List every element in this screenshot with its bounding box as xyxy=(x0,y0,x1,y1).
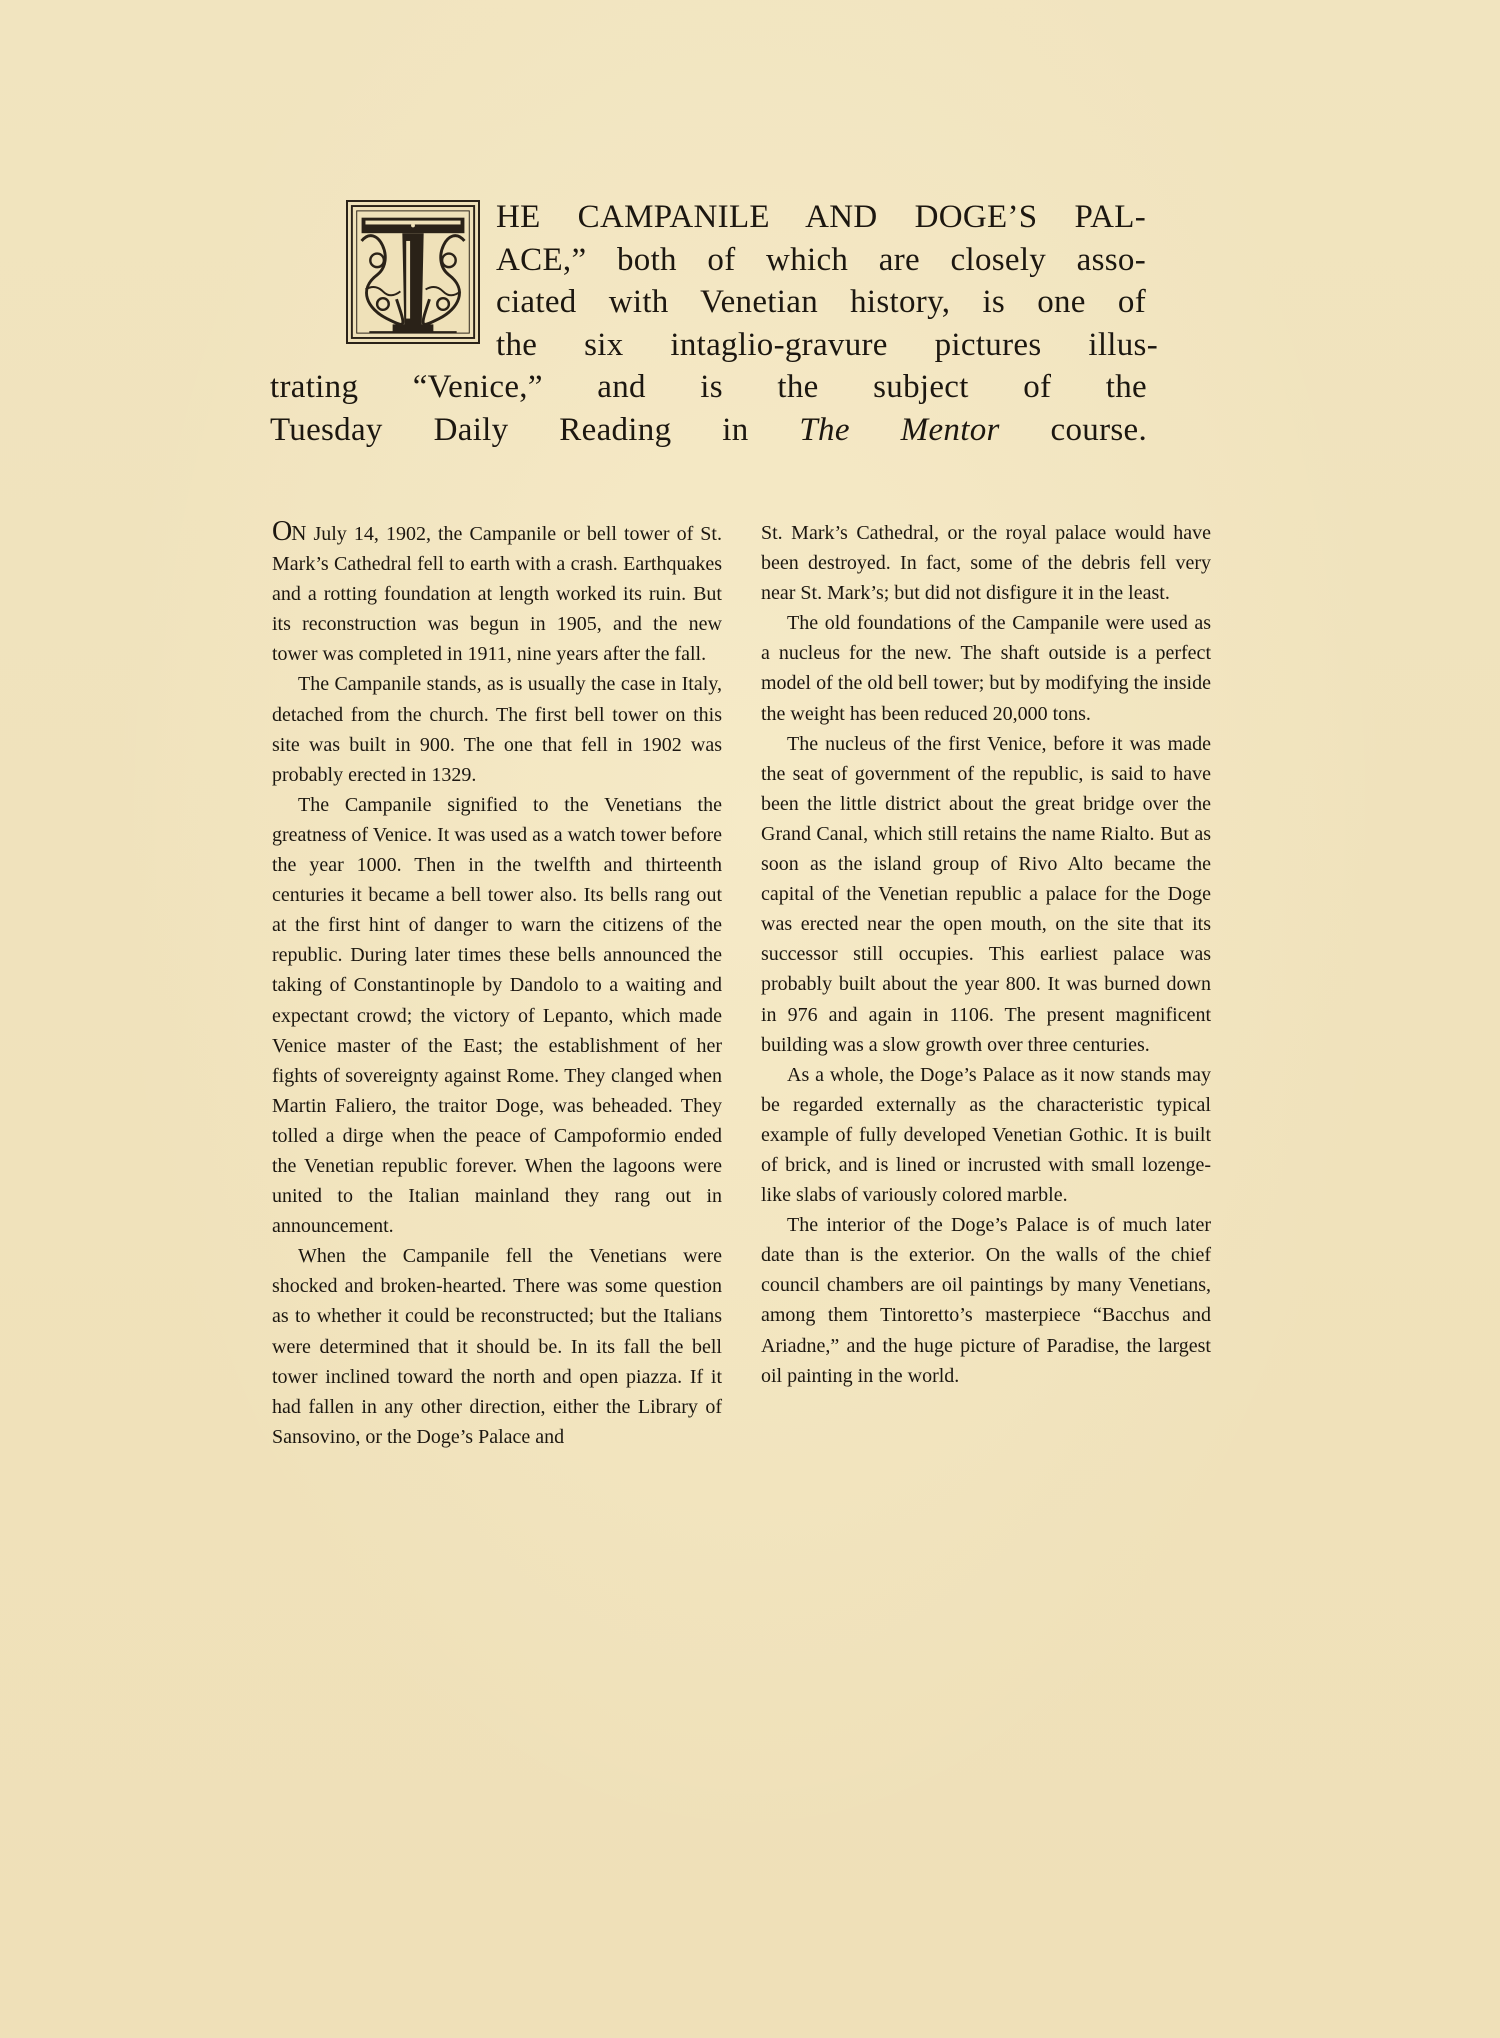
ornament-icon xyxy=(348,202,478,342)
right-paragraph-2: The old foundations of the Campanile were used as a nucleus for the new. The shaft outside is a perfect model of the old bell tower; but by modifying the inside the weight has been reduced 20,000 tons. xyxy=(761,612,1211,725)
right-paragraph-4: As a whole, the Doge’s Palace as it now stands may be regarded externally as the characteristic typical example of fully developed Venetian Gothic. It is built of brick, and is lined or incrusted with small lozenge-like slabs of variously colored marble. xyxy=(761,1063,1211,1207)
left-paragraph-2: The Campanile stands, as is usually the case in Italy, detached from the church. The first bell tower on this site was built in 900. The one that fell in 1902 was probably erected in 1329. xyxy=(272,673,722,786)
left-paragraph-4: When the Campanile fell the Venetians were shocked and broken-hearted. There was some question as to whether it could be reconstructed; but the Italians were determined that it should be. In its fall the bell tower inclined toward the north and open piazza. If it had fallen in any other direction, either the Library of Sansovino, or the Doge’s Palace and xyxy=(272,1245,722,1448)
intro-line-4: the six intaglio-gravure pictures illus- xyxy=(496,326,1158,363)
left-paragraph-3: The Campanile signified to the Venetians the greatness of Venice. It was used as a watch tower before the year 1000. Then in the twelfth and thirteenth centuries it became a bell tower also. Its bells rang out at the first hint of danger to warn the citizens of the republic. During later times these bells announced the taking of Constantinople by Dandolo to a waiting and expectant crowd; the victory of Lepanto, which made Venice master of the East; the establishment of her fights of sovereignty against Rome. They clanged when Martin Faliero, the traitor Doge, was beheaded. They tolled a dirge when the peace of Campoformio ended the Venetian republic forever. When the lagoons were united to the Italian mainland they rang out in announcement. xyxy=(272,793,723,1238)
left-column xyxy=(272,518,722,1452)
intro-last-post: course. xyxy=(999,411,1147,448)
right-paragraph-3: The nucleus of the first Venice, before it was made the seat of government of the republic, is said to have been the little district about the great bridge over the Grand Canal, which still retains the name Rialto. But as soon as the island group of Rivo Alto became the capital of the Venetian republic a palace for the Doge was erected near the open mouth, on the site that its successor still occupies. This earliest palace was probably built about the year 800. It was burned down in 976 and again in 1106. The present magnificent building was a slow growth over three centuries. xyxy=(761,732,1211,1056)
left-paragraph-1 xyxy=(272,518,722,669)
intro-line-5: trating “Venice,” and is the subject of the xyxy=(270,369,1147,405)
right-column xyxy=(761,518,1211,1391)
intro-line-2: ACE,” both of which are closely asso- xyxy=(496,241,1146,278)
intro-journal-title: The Mentor xyxy=(799,411,1000,448)
intro-line-1: HE CAMPANILE AND DOGE’S PAL- xyxy=(496,199,1146,235)
right-paragraph-1: St. Mark’s Cathedral, or the royal palace would have been destroyed. In fact, some of the debris fell very near St. Mark’s; but did not disfigure it in the least. xyxy=(761,522,1211,605)
paragraph-initial-caps: N xyxy=(291,521,307,545)
left-paragraph-1-text: July 14, 1902, the Campanile or bell tower of St. Mark’s Cathedral fell to earth with a crash. Earthquakes and a rotting foundation at length worked its ruin. But its reconstruction was begun in 1905, and the new tower was completed in 1911, nine years after the fall. xyxy=(272,523,722,666)
intro-line-3: ciated with Venetian history, is one of xyxy=(496,284,1146,320)
paragraph-initial: O xyxy=(272,516,292,547)
ornamental-dropcap-t xyxy=(346,200,480,344)
intro-block xyxy=(270,196,1158,451)
right-paragraph-5: The interior of the Doge’s Palace is of much later date than is the exterior. On the walls of the chief council chambers are oil paintings by many Venetians, among them Tintoretto’s masterpiece “Bacchus and Ariadne,” and the huge picture of Paradise, the largest oil painting in the world. xyxy=(761,1214,1211,1387)
intro-line-6 xyxy=(270,409,1147,452)
intro-last-pre: Tuesday Daily Reading in xyxy=(270,411,800,448)
